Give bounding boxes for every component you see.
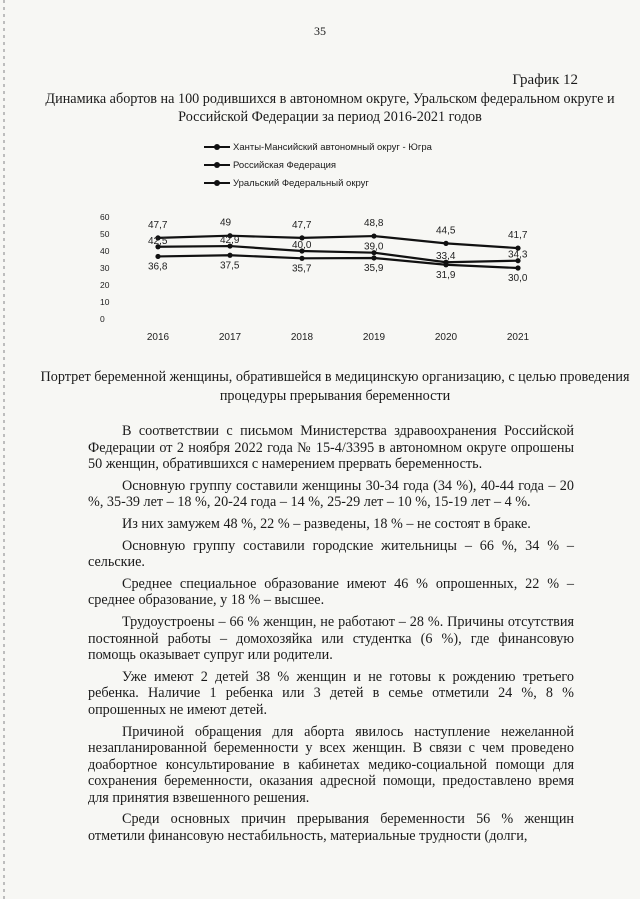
y-tick-label: 60	[100, 212, 110, 222]
data-point	[443, 262, 448, 267]
data-label: 31,9	[436, 269, 456, 281]
x-tick-label: 2021	[506, 332, 530, 343]
paragraph: В соответствии с письмом Министерства здравоохранения Российской Федерации от 2 ноября 2022 года № 15-4/3395 в автономном округе опрошены 50 женщин, обратившихся с намерением прервать беременность.	[88, 423, 574, 473]
data-label: 41,7	[508, 230, 528, 242]
y-tick-label: 50	[100, 229, 110, 239]
body-text	[88, 423, 574, 850]
data-label: 44,5	[436, 225, 456, 237]
data-label: 35,7	[292, 263, 312, 275]
paragraph: Причиной обращения для аборта явилось наступление нежеланной незапланированной беременности у всех женщин. В связи с чем проведено доабортное консультирование в кабинетах медико-социальной помощи для сохранения беременности, оказания адресной помощи, предоставлено время для принятия взвешенного решения.	[88, 723, 574, 806]
data-label: 40,0	[292, 240, 312, 251]
series-line-2	[158, 246, 518, 262]
chart-legend	[204, 138, 432, 192]
y-tick-label: 20	[100, 280, 110, 290]
legend-item-urfo	[204, 174, 432, 192]
chart-title: Динамика абортов на 100 родившихся в автономном округе, Уральском федеральном округе и Российской Федерации за период 2016-2021 годов	[45, 91, 615, 125]
paragraph: Основную группу составили городские жительницы – 66 %, 34 % – сельские.	[88, 537, 574, 571]
legend-item-khmao	[204, 138, 432, 156]
data-label: 47,7	[292, 219, 312, 231]
legend-label: Российская Федерация	[233, 159, 337, 171]
page-number: 35	[314, 24, 326, 38]
paragraph: Из них замужем 48 %, 22 % – разведены, 18 % – не состоят в браке.	[122, 515, 531, 532]
y-tick-label: 10	[100, 297, 110, 307]
data-point	[227, 253, 232, 258]
paragraph: Уже имеют 2 детей 38 % женщин и не готовы к рождению третьего ребенка. Наличие 1 ребенка или 3 детей в семье отметили 24 %, 8 % опрошенных не имеют детей.	[88, 668, 574, 718]
data-label: 48,8	[364, 218, 384, 230]
data-label: 37,5	[220, 260, 240, 272]
paragraph: Среди основных причин прерывания беременности 56 % женщин отметили финансовую нестабильность, материальные трудности (долги,	[88, 811, 574, 845]
data-point	[515, 265, 520, 270]
x-tick-label: 2020	[434, 332, 458, 343]
data-label: 30,0	[508, 273, 528, 284]
x-tick-label: 2019	[362, 332, 386, 343]
data-label: 35,9	[364, 262, 384, 274]
data-label: 36,8	[148, 261, 168, 273]
y-tick-label: 40	[100, 246, 110, 256]
data-label: 47,7	[148, 219, 168, 231]
data-label: 34,3	[508, 249, 528, 261]
legend-marker-icon	[204, 142, 230, 152]
data-label: 39,0	[364, 241, 384, 253]
x-tick-label: 2016	[146, 332, 170, 343]
x-tick-label: 2017	[218, 332, 242, 343]
data-label: 42,9	[220, 235, 240, 247]
page-edge	[3, 0, 5, 899]
data-point	[155, 254, 160, 259]
data-label: 42,5	[148, 235, 168, 247]
legend-item-rf	[204, 156, 432, 174]
legend-marker-icon	[204, 160, 230, 170]
paragraph: Основную группу составили женщины 30-34 года (34 %), 40-44 года – 20 %, 35-39 лет – 18 %, 20-24 года – 14 %, 25-29 лет – 10 %, 15-19 лет – 4 %.	[88, 477, 574, 511]
data-label: 49	[220, 217, 232, 229]
line-chart	[90, 205, 550, 355]
y-tick-label: 30	[100, 263, 110, 273]
data-point	[371, 233, 376, 238]
legend-label: Уральский Федеральный округ	[233, 177, 369, 189]
paragraph: Трудоустроены – 66 % женщин, не работают – 28 %. Причины отсутствия постоянной работы – домохозяйка или студентка (6 %), где финансовую помощь оказывает супруг или родители.	[88, 613, 574, 664]
data-point	[299, 256, 304, 261]
legend-label: Ханты-Мансийский автономный округ - Югра	[233, 141, 432, 153]
paragraph: Среднее специальное образование имеют 46 % опрошенных, 22 % – среднее образование, у 18 % – высшее.	[88, 575, 574, 609]
y-tick-label: 0	[100, 314, 105, 324]
x-tick-label: 2018	[290, 332, 314, 343]
section-heading: Портрет беременной женщины, обратившейся в медицинскую организацию, с целью проведения процедуры прерывания беременности	[40, 369, 630, 404]
data-label: 33,4	[436, 251, 456, 263]
legend-marker-icon	[204, 178, 230, 188]
graph-label: График 12	[512, 72, 578, 88]
data-point	[371, 255, 376, 260]
data-point	[443, 241, 448, 246]
